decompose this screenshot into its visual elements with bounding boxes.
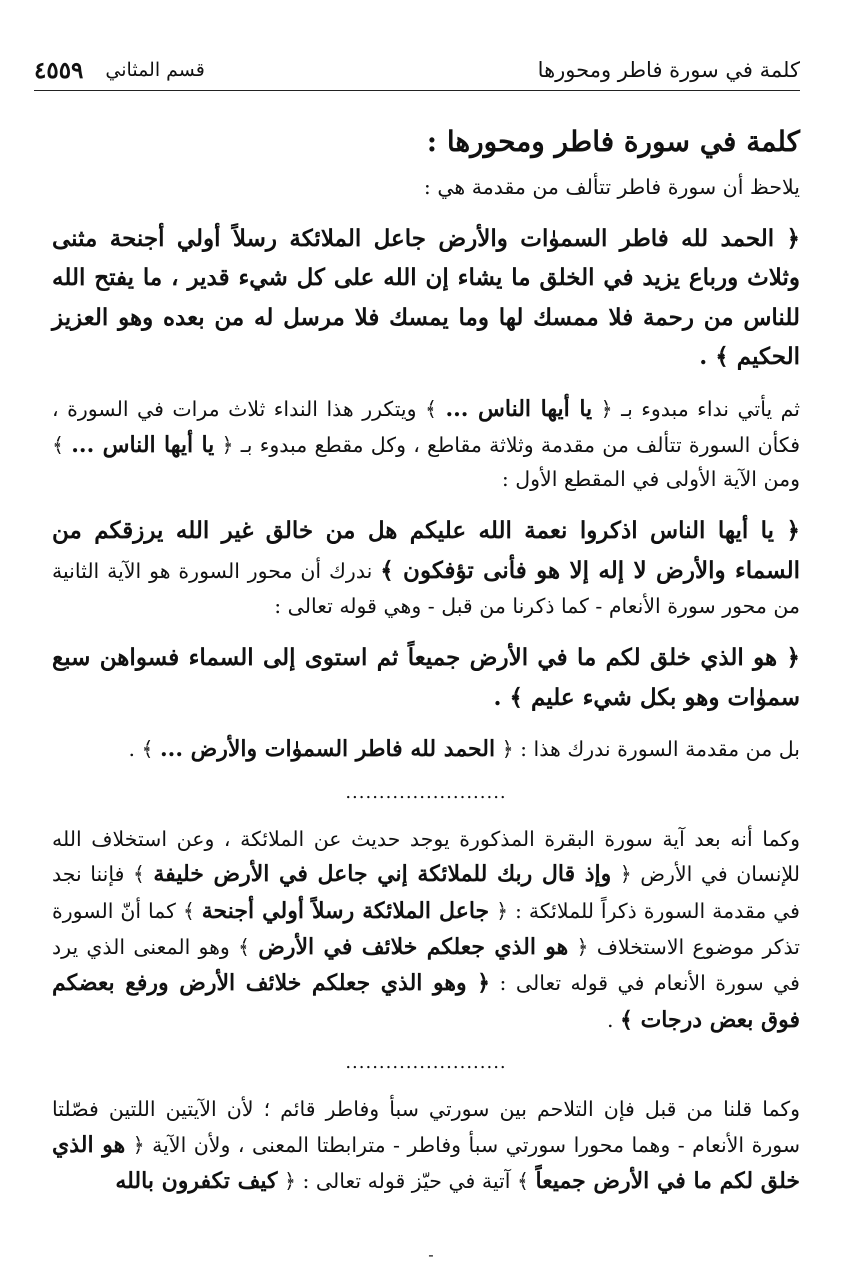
quote-inline: جاعل الملائكة رسلاً أولي أجنحة [201, 897, 490, 924]
section-heading: كلمة في سورة فاطر ومحورها : [426, 125, 800, 158]
page-body [52, 120, 800, 1213]
page-number: ٤٥٥٩ [34, 56, 84, 84]
text-run: بل من مقدمة السورة ندرك هذا : ﴿ [495, 737, 800, 762]
quote-inline: الحمد لله فاطر السموٰات والأرض ... [160, 736, 496, 763]
paragraph-structure [52, 391, 800, 497]
paragraph-intro: يلاحظ أن سورة فاطر تتألف من مقدمة هي : [423, 174, 800, 199]
header-page-info [34, 57, 205, 84]
text-run: ﴾ ويتكرر هذا النداء ثلاث مرات في السورة ، فكأن السورة تتألف من مقدمة وثلاثة مقاطع ، وكل مقطع مبدوء بـ ﴿ [52, 396, 801, 458]
quote-inline: يا أيها الناس ... [71, 432, 215, 459]
text-run: وكما أنه بعد آية سورة البقرة المذكورة يوجد حديث عن الملائكة ، وعن استخلاف الله للإنسان في الأرض ﴿ [52, 826, 800, 887]
quran-quote-anam: ﴿ هو الذي خلق لكم ما في الأرض جميعاً ثم استوى إلى السماء فسواهن سبع سموٰات وهو بكل شيء عليم ﴾ . [52, 644, 800, 711]
separator: ........................ [345, 781, 507, 803]
paragraph-angels [52, 823, 800, 1038]
paragraph-intro-link [52, 731, 800, 767]
quran-quote-opening: ﴿ الحمد لله فاطر السموٰات والأرض جاعل الملائكة رسلاً أولي أجنحة مثنى وثلاث ورباع يزيد في الخلق ما يشاء إن الله على كل شيء قدير ، ما يفتح الله للناس من رحمة فلا ممسك لها وما يمسك فلا مرسل له من بعده وهو العزيز الحكيم ﴾ . [52, 224, 800, 371]
text-run: ﴾ . [128, 737, 160, 762]
section-name: قسم المثاني [105, 59, 205, 81]
text-run: وكما قلنا من قبل فإن التلاحم بين سورتي سبأ وفاطر قائم ؛ لأن الآيتين اللتين فصّلتا سورة الأنعام - وهما محورا سورتي سبأ وفاطر - مترابطتا المعنى ، ولأن الآية ﴿ [52, 1096, 800, 1157]
quote-inline: يا أيها الناس ... [445, 395, 593, 422]
text-run: . [607, 1007, 621, 1032]
text-run: ﴾ وهو المعنى الذي يرد في سورة الأنعام في قوله تعالى : [52, 934, 800, 996]
quote-inline: وإذ قال ربك للملائكة إني جاعل في الأرض خليفة [153, 861, 612, 888]
paragraph-cohesion [52, 1093, 800, 1199]
bottom-mark: - [428, 1245, 434, 1264]
quote-inline: كيف تكفرون بالله [115, 1167, 278, 1194]
running-title: كلمة في سورة فاطر ومحورها [537, 58, 800, 82]
text-run: ﴾ آتية في حيّز قوله تعالى : ﴿ [277, 1168, 536, 1193]
quote-inline: ﴿ يا أيها الناس اذكروا نعمة الله عليكم هل من خالق غير الله يرزقكم من السماء والأرض لا إله إلا هو فأنى تؤفكون ﴾ [52, 517, 801, 584]
quote-inline: ﴿ وهو الذي جعلكم خلائف الأرض ورفع بعضكم فوق بعض درجات ﴾ [52, 970, 800, 1033]
text-run: ندرك أن محور السورة هو الآية الثانية من محور سورة الأنعام - كما ذكرنا من قبل - وهي قوله تعالى : [52, 558, 800, 619]
quote-inline: هو الذي جعلكم خلائف في الأرض [258, 933, 569, 960]
text-run: ﴾ فإننا نجد في مقدمة السورة ذكراً للملائكة : ﴿ [52, 862, 800, 923]
text-run: ﴾ ومن الآية الأولى في المقطع الأول : [52, 433, 800, 492]
page-header [34, 50, 800, 91]
text-run: ﴾ كما أنّ السورة تذكر موضوع الاستخلاف ﴿ [52, 898, 800, 959]
paragraph-axis [52, 511, 800, 624]
separator: ........................ [345, 1051, 507, 1073]
text-run: ثم يأتي نداء مبدوء بـ ﴿ [592, 396, 800, 421]
quote-inline: هو الذي خلق لكم ما في الأرض جميعاً [52, 1131, 800, 1194]
